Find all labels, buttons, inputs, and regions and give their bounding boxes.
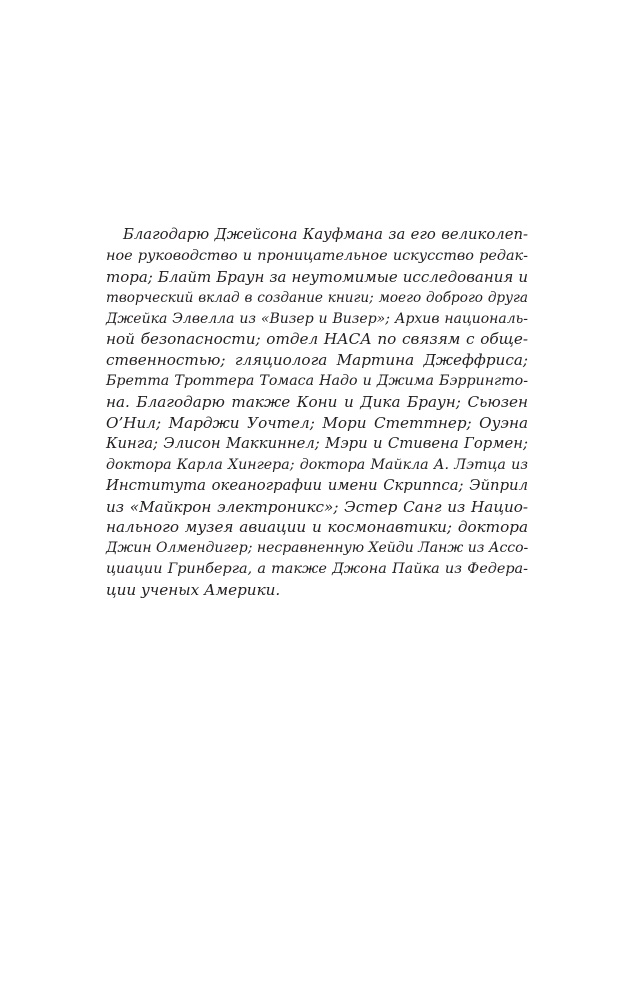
text-line: ное руководство и проницательное искусство редак- [106,247,528,264]
text-line: Института океанографии имени Скриппса; Эйприл [106,476,528,494]
text-line: на. Благодарю также Кони и Дика Браун; Сьюзен [106,393,528,412]
text-line: Бретта Троттера Томаса Надо и Джима Бэррингто- [106,373,528,390]
text-line: Благодарю Джейсона Кауфмана за его великолеп- [123,226,528,243]
text-line: О’Нил; Марджи Уочтел; Мори Стеттнер; Оуэна [106,414,528,433]
acknowledgement-paragraph [106,225,528,601]
text-line: Джин Олмендигер; несравненную Хейди Ланж из Ассо- [106,540,529,557]
text-line: Кинга; Элисон Маккиннел; Мэри и Стивена Гормен; [106,434,528,452]
text-line: творческий вклад в создание книги; моего доброго друга [106,289,528,306]
text-line: циации Гринберга, а также Джона Пайка из Федера- [106,561,528,578]
text-line: из «Майкрон электроникс»; Эстер Санг из Нацио- [106,497,528,516]
text-line: тора; Блайт Браун за неутомимые исследования и [106,267,528,286]
text-line: нального музея авиации и космонавтики; доктора [106,518,528,537]
text-line: Джейка Элвелла из «Визер и Визер»; Архив националь- [106,310,528,327]
text-line: ной безопасности; отдел НАСА по связям с обще- [106,330,528,349]
text-line: доктора Карла Хингера; доктора Майкла А. Лэтца из [106,456,528,473]
text-line: ственностью; гляциолога Мартина Джеффриса; [106,351,528,370]
text-line: ции ученых Америки. [106,581,281,600]
